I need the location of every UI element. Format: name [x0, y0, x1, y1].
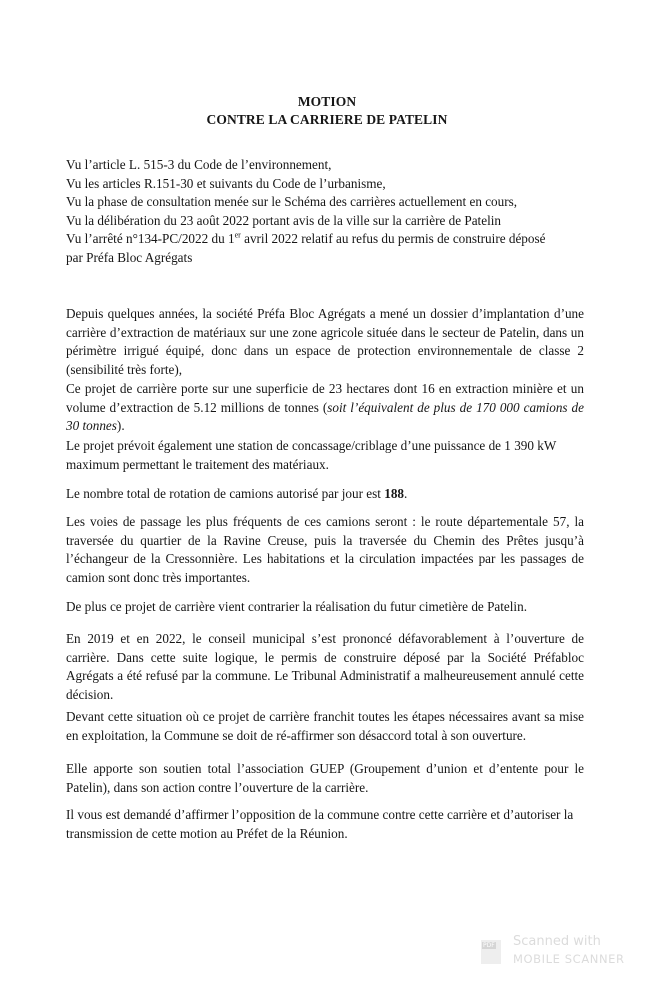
document-title: MOTION — [297, 94, 357, 109]
watermark-line2: MOBILE SCANNER — [513, 952, 625, 966]
watermark-line1: Scanned with — [513, 934, 601, 949]
paragraph-station: Le projet prévoit également une station de concassage/criblage d’une puissance de 1 390 kW maximum permettant le traitement des matériaux. — [66, 438, 557, 472]
paragraph-situation: Devant cette situation où ce projet de carrière franchit toutes les étapes nécessaires avant sa mise en exploitation, la Commune se doit de ré-affirmer son désaccord total à son ouverture. — [66, 709, 584, 743]
paragraph-rotation: Le nombre total de rotation de camions autorisé par jour est 188. — [66, 486, 408, 501]
scanner-watermark — [481, 934, 651, 970]
paragraph-conseil: En 2019 et en 2022, le conseil municipal s’est prononcé défavorablement à l’ouverture de carrière. Dans cette suite logique, le permis de construire déposé par la Société Préfabloc Agrégats a été refusé par la commune. Le Tribunal Administratif a malheureusement annulé cette décision. — [66, 631, 584, 702]
vu-line: Vu l’article L. 515-3 du Code de l’environnement, — [66, 157, 332, 172]
pdf-document-icon: PDF — [481, 940, 501, 964]
vu-line: Vu la délibération du 23 août 2022 portant avis de la ville sur la carrière de Patelin — [66, 212, 501, 228]
paragraph-guep: Elle apporte son soutien total l’association GUEP (Groupement d’union et d’entente pour le Patelin), dans son action contre l’ouverture de la carrière. — [66, 761, 584, 795]
paragraph-cimetiere: De plus ce projet de carrière vient contrarier la réalisation du futur cimetière de Patelin. — [66, 599, 527, 614]
paragraph-voies: Les voies de passage les plus fréquents de ces camions seront : le route départementale 57, la traversée du quartier de la Ravine Creuse, puis la traversée du Chemin des Prêtes jusqu’à l’échangeur de la Cressonnière. Les habitations et la circulation impactées par les passages de camion sont donc très importantes. — [66, 514, 584, 585]
paragraph-demande: Il vous est demandé d’affirmer l’opposition de la commune contre cette carrière et d’autoriser la transmission de cette motion au Préfet de la Réunion. — [66, 807, 574, 841]
vu-line: Vu la phase de consultation menée sur le Schéma des carrières actuellement en cours, — [66, 194, 518, 210]
vu-line-arrete: Vu l’arrêté n°134-PC/2022 du 1er avril 2022 relatif au refus du permis de construire déposé — [66, 230, 546, 247]
vu-list — [66, 156, 586, 268]
vu-line: par Préfa Bloc Agrégats — [66, 249, 193, 265]
paragraph-superficie: Ce projet de carrière porte sur une superficie de 23 hectares dont 16 en extraction minière et un volume d’extraction de 5.12 millions de tonnes (soit l’équivalent de plus de 170 000 camions de 30 tonnes). — [66, 381, 584, 434]
document-subtitle: CONTRE LA CARRIERE DE PATELIN — [206, 112, 448, 127]
vu-line: Vu les articles R.151-30 et suivants du Code de l’urbanisme, — [66, 175, 386, 191]
paragraph-context: Depuis quelques années, la société Préfa Bloc Agrégats a mené un dossier d’implantation d’une carrière d’extraction de matériaux sur une zone agricole située dans le secteur de Patelin, dans un périmètre irrigué équipé, donc dans un espace de protection environnementale de classe 2 (sensibilité très forte), — [66, 306, 584, 377]
